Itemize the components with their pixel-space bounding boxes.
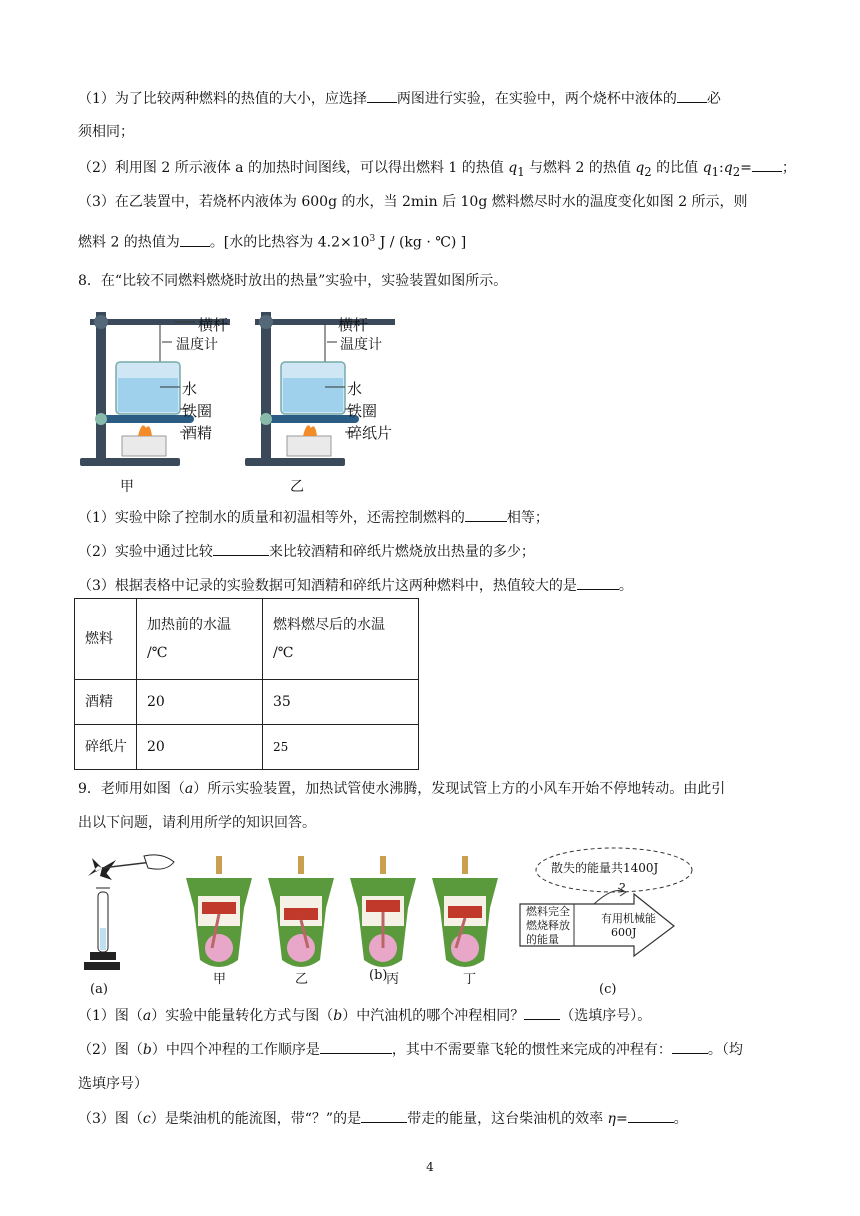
lost-energy-label: 散失的能量共1400J bbox=[551, 861, 659, 875]
engine-label: 丁 bbox=[463, 972, 477, 987]
engine-label: 丙 bbox=[386, 972, 400, 987]
caption-yi: 乙 bbox=[290, 479, 304, 495]
label-water: 水 bbox=[182, 380, 198, 398]
q7-part1: （1）为了比较两种燃料的热值的大小，应选择 两图进行实验，在实验中，两个烧杯中液体的 必 bbox=[78, 88, 721, 109]
answer-blank[interactable] bbox=[752, 157, 782, 172]
q7-part3: （3）在乙装置中，若烧杯内液体为 600g 的水，当 2min 后 10g 燃料燃尽时水的温度变化如图 2 所示，则 bbox=[78, 194, 748, 210]
answer-blank[interactable] bbox=[628, 1108, 674, 1123]
label-thermometer: 温度计 bbox=[340, 337, 382, 353]
table-cell: 20 bbox=[137, 725, 263, 770]
engine-label: 甲 bbox=[213, 972, 227, 987]
engine-label: 乙 bbox=[295, 972, 309, 987]
engine-jia bbox=[186, 856, 252, 967]
label-paper-scraps: 碎纸片 bbox=[347, 424, 393, 442]
answer-blank[interactable] bbox=[465, 507, 507, 522]
table-cell: 20 bbox=[137, 680, 263, 725]
table-cell: 25 bbox=[263, 725, 419, 770]
q9-part1: （1）图（a）实验中能量转化方式与图（b）中汽油机的哪个冲程相同？ （选填序号）。 bbox=[78, 1005, 651, 1026]
input-energy-label: 燃料完全 燃烧释放 的能量 bbox=[526, 905, 570, 946]
table-header-cell: 加热前的水温 /℃ bbox=[137, 599, 263, 680]
q9-part2-cont: 选填序号） bbox=[78, 1076, 148, 1092]
table-cell: 35 bbox=[263, 680, 419, 725]
q9-stem-cont: 出以下问题，请利用所学的知识回答。 bbox=[78, 815, 316, 831]
q8-part3: （3）根据表格中记录的实验数据可知酒精和碎纸片这两种燃料中，热值较大的是 。 bbox=[78, 575, 633, 596]
answer-blank[interactable] bbox=[367, 88, 397, 103]
table-cell: 酒精 bbox=[75, 680, 137, 725]
q7-part3-cont: 燃料 2 的热值为 。[水的比热容为 $4.2\times 10^3$ J / (kg · ℃) ] bbox=[78, 229, 466, 253]
label-crossbar: 横杆 bbox=[198, 316, 229, 334]
table-header-cell: 燃料燃尽后的水温 /℃ bbox=[263, 599, 419, 680]
label-water: 水 bbox=[347, 380, 363, 398]
engine-bing bbox=[350, 856, 416, 967]
figure-b-label: (b) bbox=[369, 968, 388, 983]
answer-blank[interactable] bbox=[672, 1039, 708, 1054]
table-cell: 碎纸片 bbox=[75, 725, 137, 770]
label-iron-ring: 铁圈 bbox=[182, 402, 213, 420]
q9-part2: （2）图（b）中四个冲程的工作顺序是 ，其中不需要靠飞轮的惯性来完成的冲程有： 。（均 bbox=[78, 1039, 743, 1060]
answer-blank[interactable] bbox=[180, 232, 210, 247]
q9-stem: 9．老师用如图（a）所示实验装置，加热试管使水沸腾，发现试管上方的小风车开始不停地转动。由此引 bbox=[78, 781, 726, 797]
answer-blank[interactable] bbox=[524, 1005, 560, 1020]
page-number: 4 bbox=[426, 1160, 434, 1174]
useful-energy-label: 有用机械能 600J bbox=[601, 912, 656, 939]
q8-part1: （1）实验中除了控制水的质量和初温相等外，还需控制燃料的 相等； bbox=[78, 507, 549, 528]
pinwheel-test-tube-figure bbox=[82, 848, 182, 974]
label-iron-ring: 铁圈 bbox=[347, 402, 378, 420]
label-crossbar: 横杆 bbox=[338, 316, 369, 334]
label-thermometer: 温度计 bbox=[176, 337, 218, 353]
caption-jia: 甲 bbox=[120, 479, 134, 495]
q8-data-table bbox=[74, 598, 419, 770]
q7-part1-cont: 须相同； bbox=[78, 124, 134, 140]
answer-blank[interactable] bbox=[320, 1039, 392, 1054]
table-row bbox=[75, 725, 419, 770]
answer-blank[interactable] bbox=[213, 541, 269, 556]
answer-blank[interactable] bbox=[677, 88, 707, 103]
engine-ding bbox=[432, 856, 498, 967]
q7-part2: （2）利用图 2 所示液体 a 的加热时间图线，可以得出燃料 1 的热值 $q_1$ 与燃料 2 的热值 $q_2$ 的比值 $q_1:q_2=$ ； bbox=[78, 157, 796, 182]
q8-part2: （2）实验中通过比较 来比较酒精和碎纸片燃烧放出热量的多少； bbox=[78, 541, 535, 562]
q8-stem: 8．在“比较不同燃料燃烧时放出的热量”实验中，实验装置如图所示。 bbox=[78, 273, 508, 289]
table-row bbox=[75, 680, 419, 725]
answer-blank[interactable] bbox=[361, 1108, 407, 1123]
engine-strokes-figure bbox=[180, 856, 510, 976]
table-header-row bbox=[75, 599, 419, 680]
answer-blank[interactable] bbox=[577, 575, 619, 590]
label-alcohol: 酒精 bbox=[182, 424, 213, 442]
question-mark-label: ? bbox=[619, 881, 626, 895]
engine-yi bbox=[268, 856, 334, 967]
table-header-cell: 燃料 bbox=[75, 599, 137, 680]
figure-c-label: (c) bbox=[599, 982, 617, 997]
figure-a-label: (a) bbox=[90, 982, 108, 997]
q9-part3: （3）图（c）是柴油机的能流图，带“？”的是 带走的能量，这台柴油机的效率 η= 。 bbox=[78, 1108, 688, 1129]
